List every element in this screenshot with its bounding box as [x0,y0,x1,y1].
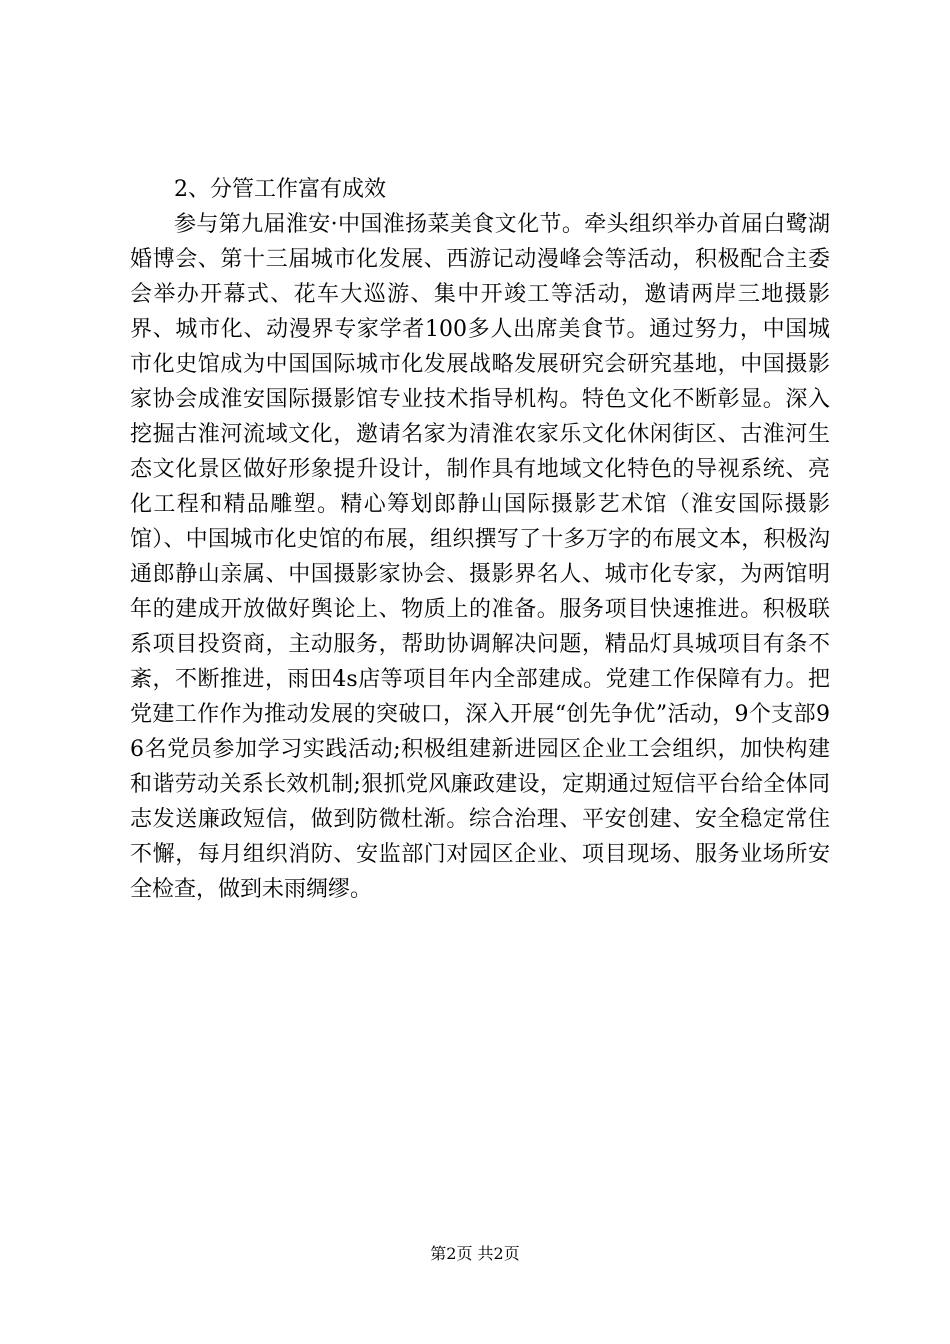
body-paragraph: 参与第九届淮安·中国淮扬菜美食文化节。牵头组织举办首届白鹭湖婚博会、第十三届城市化发展、西游记动漫峰会等活动，积极配合主委会举办开幕式、花车大巡游、集中开竣工等活动，邀请两岸三地摄影界、城市化、动漫界专家学者100多人出席美食节。通过努力，中国城市化史馆成为中国国际城市化发展战略发展研究会研究基地，中国摄影家协会成淮安国际摄影馆专业技术指导机构。特色文化不断彰显。深入挖掘古淮河流域文化，邀请名家为清淮农家乐文化休闲街区、古淮河生态文化景区做好形象提升设计，制作具有地域文化特色的导视系统、亮化工程和精品雕塑。精心筹划郎静山国际摄影艺术馆（淮安国际摄影馆）、中国城市化史馆的布展，组织撰写了十多万字的布展文本，积极沟通郎静山亲属、中国摄影家协会、摄影界名人、城市化专家，为两馆明年的建成开放做好舆论上、物质上的准备。服务项目快速推进。积极联系项目投资商，主动服务，帮助协调解决问题，精品灯具城项目有条不紊，不断推进，雨田4s店等项目年内全部建成。党建工作保障有力。把党建工作作为推动发展的突破口，深入开展“创先争优”活动，9个支部96名党员参加学习实践活动;积极组建新进园区企业工会组织，加快构建和谐劳动关系长效机制;狠抓党风廉政建设，定期通过短信平台给全体同志发送廉政短信，做到防微杜渐。综合治理、平安创建、安全稳定常住不懈，每月组织消防、安监部门对园区企业、项目现场、服务业场所安全检查，做到未雨绸缪。 [130,212,830,902]
page-footer [0,1242,950,1266]
document-body [130,172,830,907]
page-number: 第2页 共2页 [430,1244,520,1263]
section-heading: 2、分管工作富有成效 [174,177,386,202]
